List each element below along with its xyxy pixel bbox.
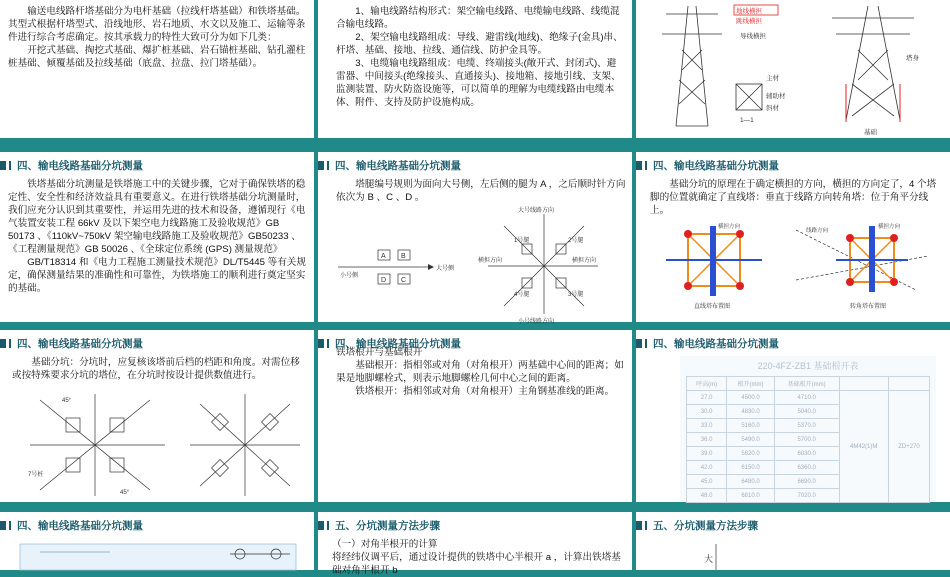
root-text — [336, 346, 626, 398]
label-section: 1—1 — [740, 117, 754, 124]
table-row: 45.0 6480.0 6690.0 — [687, 475, 930, 489]
label-jumper-arm: 跳线横担 — [736, 18, 762, 25]
label-stake: 7号桩 — [28, 472, 44, 478]
slide-staking-check — [0, 330, 314, 502]
label-leg-1: 1号腿 — [514, 238, 530, 244]
label-arm-direction: 横担方向 — [718, 224, 741, 230]
paragraph: 输送电线路杆塔基础分为电杆基础（拉线杆塔基础）和铁塔基础。其型式根据杆塔型式、沿线地形、岩石地质、水文以及施工、运输等条件进行综合考虑确定。按其承载力的特性大致可分为如下几类： — [8, 6, 306, 43]
leg-numbering-diagram — [318, 204, 632, 324]
paragraph: 基础根开：指相邻或对角（对角根开）两基础中心间的距离；如果是地脚螺栓式，则表示地脚螺栓几何中心之间的距离。 — [336, 360, 624, 384]
header-cell — [888, 377, 929, 391]
label-line-direction: 线路方向 — [806, 228, 829, 234]
leg-c: C — [401, 277, 407, 284]
label-foundation: 基础 — [864, 129, 877, 136]
structure-text — [336, 5, 624, 109]
survey-sketch — [0, 540, 314, 570]
slide-tower-diagram — [636, 0, 950, 138]
label-ground-arm: 地线横担 — [736, 8, 762, 15]
paragraph: 铁塔基础分坑测量是铁塔施工中的关键步骤，它对于确保铁塔的稳定性、安全性和经济效益具有重要意义。在进行铁塔基础分坑测量时，我们应充分认识到其重要性，并运用先进的技术和设备，遵循现行《电气装置安装工程 66kV 及以下架空电力线路施工及验收规范》GB 50173 、《110kV~750kV 架空输电线路施工及验收规范》GB50233 、《工程测量规范》GB 50026 、《全球定位系统 (GPS) 测量规范》 — [8, 179, 306, 255]
overlay-heading: 铁塔根开与基础根开 — [336, 347, 423, 358]
leg-d: D — [381, 277, 387, 284]
slide-staking-principle — [636, 152, 950, 322]
staking-diagram — [0, 390, 314, 500]
tower-diagram — [636, 0, 950, 138]
paragraph: 2、架空输电线路组成：导线、避雷线(地线)、绝缘子(金具)串、杆塔、基础、接地、拉线、通信线、防护金具等。 — [336, 32, 623, 56]
table-title: 220-4FZ-ZB1 基础根开表 — [757, 361, 859, 371]
paragraph: 将经纬仪调平后，通过设计提供的铁塔中心半根开 a ，计算出铁塔基础对角半根开 b — [332, 552, 621, 576]
label-main-member: 主材 — [766, 75, 779, 82]
label-aux-member: 辅助材 — [766, 93, 786, 100]
slide-title: 五、分坑测量方法步骤 — [318, 518, 440, 533]
label-arm-direction-2: 横担方向 — [878, 224, 901, 230]
paragraph: 塔腿编号规则为面向大号侧，左后侧的腿为 A ，之后顺时针方向依次为 B 、C 、D 。 — [336, 179, 626, 203]
slide-title: 五、分坑测量方法步骤 — [636, 518, 758, 533]
slide-title: 四、输电线路基础分坑测量 — [318, 158, 461, 173]
merged-cell: 4M42(1)M — [839, 391, 888, 503]
root-table — [686, 376, 930, 503]
table-row: 36.0 5490.0 5700.0 — [687, 433, 930, 447]
slide-line-structure — [318, 0, 632, 138]
label-big: 大 — [704, 554, 714, 564]
slide-leg-numbering — [318, 152, 632, 325]
slide-foundation-types — [0, 0, 314, 138]
label-diagonal: 斜材 — [766, 105, 779, 112]
check-text — [12, 356, 308, 382]
importance-text — [8, 178, 306, 295]
leg-b: B — [401, 253, 406, 260]
slide-survey-importance — [0, 152, 314, 322]
paragraph: GB/T18314 和《电力工程施工测量技术规范》DL/T5445 等有关规定，确保测量结果的准确性和可靠性，为铁塔施工的顺利进行奠定坚实的基础。 — [8, 257, 306, 294]
caption-tangent: 直线塔布置图 — [694, 304, 731, 310]
slide-title: 四、输电线路基础分坑测量 — [636, 158, 779, 173]
slide-title: 四、输电线路基础分坑测量 — [636, 336, 779, 351]
slide-survey-diagram — [0, 512, 314, 570]
label-leg-3: 3号腿 — [568, 292, 584, 298]
table-row: 42.0 6150.0 6360.0 — [687, 461, 930, 475]
table-row: 33.0 5160.0 5370.0 — [687, 419, 930, 433]
table-image — [680, 356, 936, 502]
slide-method-diagram — [636, 512, 950, 570]
header-cell: 根开(mm) — [727, 377, 774, 391]
paragraph: （一）对角半根开的计算 — [332, 539, 438, 550]
slide-root-table — [636, 330, 950, 502]
paragraph: 1、输电线路结构形式：架空输电线路、电缆输电线路、线缆混合输电线路。 — [336, 6, 620, 30]
header-cell: 基础根开(mm) — [774, 377, 839, 391]
slide-title: 四、输电线路基础分坑测量 — [0, 518, 143, 533]
label-right: 横担方向 — [572, 258, 597, 264]
label-angle-2: 45° — [120, 490, 130, 496]
slide-method-steps — [318, 512, 632, 576]
method-sketch — [636, 540, 950, 570]
label-conductor-arm: 导线横担 — [740, 33, 766, 40]
principle-text — [650, 178, 942, 217]
label-leg-4: 4号腿 — [514, 292, 530, 298]
paragraph: 3、电缆输电线路组成：电缆、终端接头(敞开式、封闭式)、避雷器、中间接头(绝缘接头、直通接头)、接地箱、接地引线、支架、监测装置、防火防盗设施等，可以简单的理解为电缆线路由电缆本体、附件、支持及防护设施构成。 — [336, 58, 621, 108]
table-row: 48.0 6810.0 7020.0 — [687, 489, 930, 503]
label-big-side: 大号侧 — [436, 266, 455, 272]
label-angle-1: 45° — [62, 398, 72, 404]
label-small-side: 小号侧 — [340, 273, 359, 279]
paragraph: 铁塔根开：指相邻或对角（对角根开）主角钢基准线的距离。 — [355, 386, 615, 397]
slide-title: 四、输电线路基础分坑测量 — [0, 336, 143, 351]
foundation-text — [8, 5, 308, 70]
layout-diagram — [636, 220, 950, 320]
header-cell — [839, 377, 888, 391]
label-tower-body: 塔身 — [906, 55, 919, 62]
slide-title: 四、输电线路基础分坑测量 — [0, 158, 143, 173]
table-header-row — [687, 377, 930, 391]
method-text — [332, 538, 626, 577]
table-row: 27.0 4500.0 4710.0 4M42(1)M ZD+270 — [687, 391, 930, 405]
header-cell: 呼高(m) — [687, 377, 727, 391]
label-leg-2: 2号腿 — [568, 238, 584, 244]
label-bottom: 小号线路方向 — [518, 319, 555, 325]
merged-cell: ZD+270 — [888, 391, 929, 503]
slide-root-opening — [318, 330, 632, 502]
table-row: 39.0 5820.0 6030.0 — [687, 447, 930, 461]
table-row: 30.0 4830.0 5040.0 — [687, 405, 930, 419]
slide-title: 四、输电线路基础分坑测量 — [318, 336, 461, 351]
label-top: 大号线路方向 — [518, 208, 555, 214]
paragraph: 基础分坑的原理在于确定横担的方向，横担的方向定了，4 个塔脚的位置就确定了直线塔：垂直于线路方向转角塔：位于角平分线上。 — [650, 179, 937, 216]
label-left: 横担方向 — [478, 258, 503, 264]
numbering-text — [336, 178, 626, 204]
paragraph: 开挖式基础、掏挖式基础、爆扩桩基础、岩石锚桩基础、钻孔灌柱桩基础、倾覆基础及拉线基础（底盘、拉盘、拉门塔基础）。 — [8, 45, 306, 69]
leg-a: A — [381, 253, 386, 260]
caption-angle: 转角塔布置图 — [850, 304, 887, 310]
paragraph: 基础分坑：分坑时，应复核该塔前后档的档距和角度。对需位移或按特殊要求分坑的塔位，在分坑时按设计提供数值进行。 — [12, 357, 300, 381]
